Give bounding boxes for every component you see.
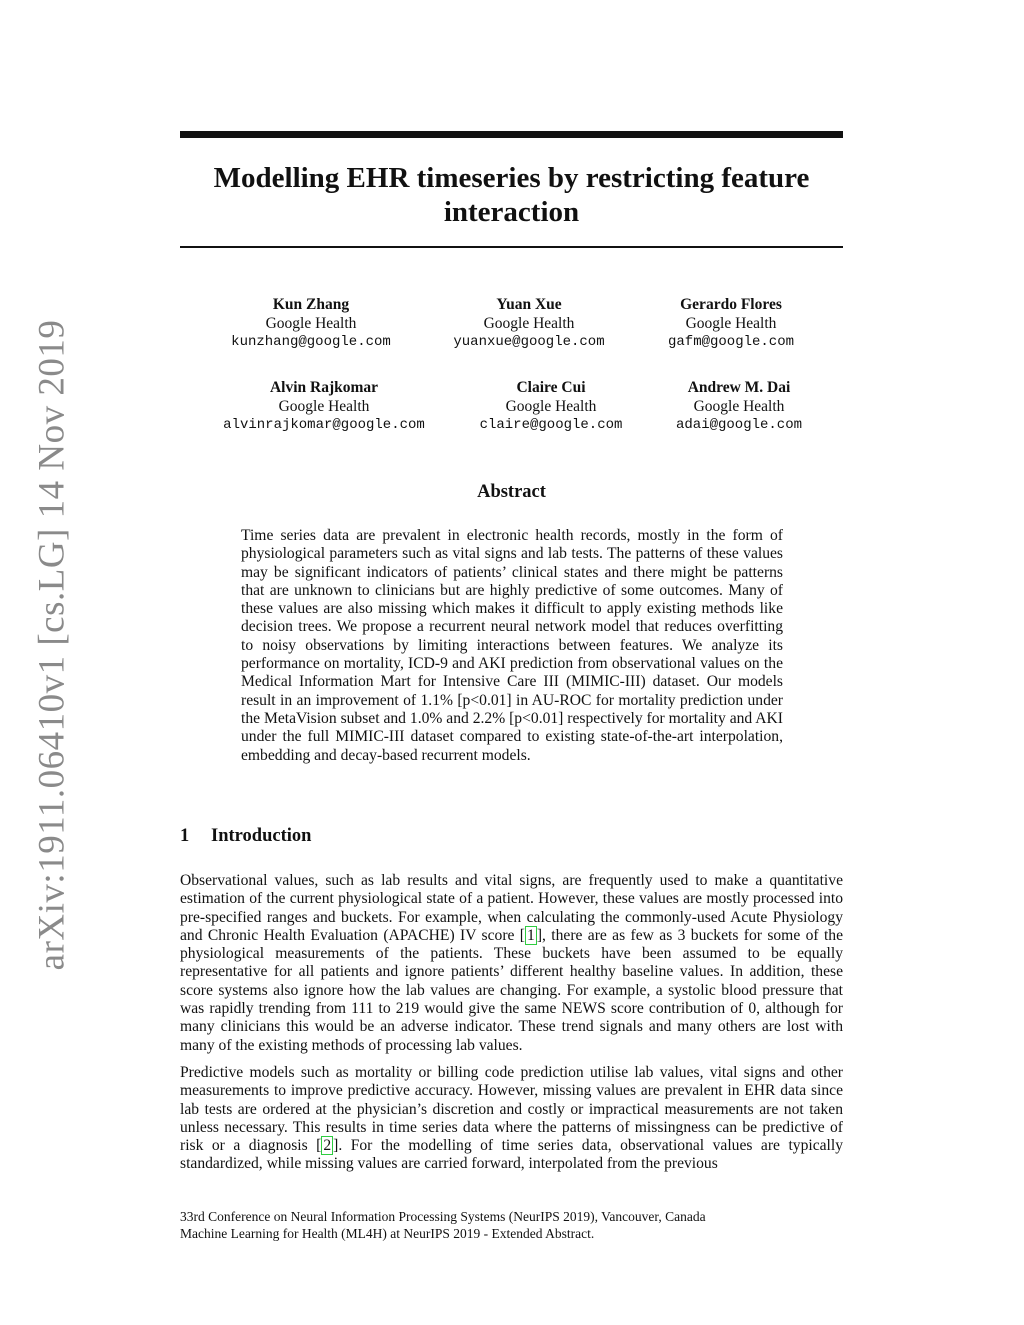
author-affiliation: Google Health (278, 397, 370, 415)
citation-link[interactable]: 1 (527, 926, 535, 944)
intro-paragraph-1 (180, 872, 843, 1055)
section-heading-introduction (180, 826, 311, 847)
author-name: Andrew M. Dai (687, 379, 791, 396)
author-name: Yuan Xue (496, 296, 562, 313)
title-top-rule (180, 131, 843, 138)
author-affiliation: Google Health (693, 397, 785, 415)
author-email: adai@google.com (675, 417, 803, 433)
citation-link[interactable]: 2 (323, 1137, 332, 1155)
author-affiliation: Google Health (483, 314, 575, 332)
intro-paragraph-2 (180, 1064, 843, 1174)
paragraph-text: ]. For the modelling of time series data, observational values are typically standardized, while missing values are carried forward, interpolated from the previous (180, 1137, 844, 1173)
author-affiliation: Google Health (265, 314, 357, 332)
author-email: gafm@google.com (667, 334, 795, 350)
paper-title (180, 161, 843, 229)
author-block-gerardo-flores (611, 296, 851, 352)
author-email: alvinrajkomar@google.com (223, 417, 425, 433)
author-name: Gerardo Flores (680, 296, 782, 313)
paragraph-text: Observational values, such as lab results and vital signs, are frequently used to make a quantitative estimation of the current physiological state of a patient. However, these values are mostly processed into pre-specified ranges and buckets. For example, when calculating the commonly-used Acute Physiology and Chronic Health Evaluation (APACHE) IV score [ (180, 872, 843, 944)
author-block-andrew-dai (619, 379, 859, 435)
abstract-heading: Abstract (477, 482, 546, 502)
title-bottom-rule (180, 246, 843, 248)
author-name: Alvin Rajkomar (269, 379, 379, 396)
author-block-alvin-rajkomar (204, 379, 444, 435)
author-name: Kun Zhang (272, 296, 350, 313)
author-name: Claire Cui (516, 379, 586, 396)
section-number: 1 (180, 826, 190, 846)
author-email: kunzhang@google.com (231, 334, 391, 350)
paper-title-line-1: Modelling EHR timeseries by restricting feature (213, 162, 810, 194)
author-email: claire@google.com (479, 417, 623, 433)
author-email: yuanxue@google.com (453, 334, 605, 350)
abstract-body: Time series data are prevalent in electronic health records, mostly in the form of physiological parameters such as vital signs and lab tests. The patterns of these values may be significant indicators of patients’ clinical states and there might be patterns that are unknown to clinicians but are highly predictive of some outcomes. Many of these values are also missing which makes it difficult to apply existing methods like decision trees. We propose a recurrent neural network model that reduces overfitting to noisy observations by limiting interactions between features. We analyze its performance on mortality, ICD-9 and AKI prediction from observational values on the Medical Information Mart for Intensive Care III (MIMIC-III) dataset. Our models result in an improvement of 1.1% [p<0.01] in AU-ROC for mortality prediction under the MetaVision subset and 1.0% and 2.2% [p<0.01] respectively for mortality and AKI under the full MIMIC-III dataset compared to existing state-of-the-art interpolation, embedding and decay-based recurrent models. (241, 527, 783, 764)
author-affiliation: Google Health (505, 397, 597, 415)
section-title: Introduction (211, 826, 312, 846)
author-affiliation: Google Health (685, 314, 777, 332)
author-block-kun-zhang (191, 296, 431, 352)
paper-title-line-2: interaction (443, 196, 580, 228)
paragraph-text: ], there are as few as 3 buckets for some of the physiological measurements of the patients. These buckets have been assumed to be equally representative for all patients and ignore patients’ different healthy baseline values. In addition, these score systems also ignore how the lab values are changing. For example, a systolic blood pressure that was rapidly trending from 111 to 219 would give the same NEWS score contribution of 0, although for many clinicians this would be an adverse indicator. These trend signals and many others are lost with many of the existing methods of processing lab values. (180, 926, 844, 1054)
arxiv-identifier-stamp: arXiv:1911.06410v1 [cs.LG] 14 Nov 2019 (31, 319, 73, 971)
paragraph-text: Predictive models such as mortality or billing code prediction utilise lab values, vital signs and other measurements to improve predictive accuracy. However, missing values are prevalent in EHR data since lab tests are ordered at the physician’s discretion and costly or impractical measurements are not taken unless necessary. This results in time series data where the patterns of missingness can be predictive of risk or a diagnosis [ (180, 1064, 843, 1155)
conference-footnote (180, 1208, 843, 1242)
footnote-line-2: Machine Learning for Health (ML4H) at NeurIPS 2019 - Extended Abstract. (180, 1226, 595, 1241)
footnote-line-1: 33rd Conference on Neural Information Processing Systems (NeurIPS 2019), Vancouver, Canada (180, 1209, 706, 1224)
